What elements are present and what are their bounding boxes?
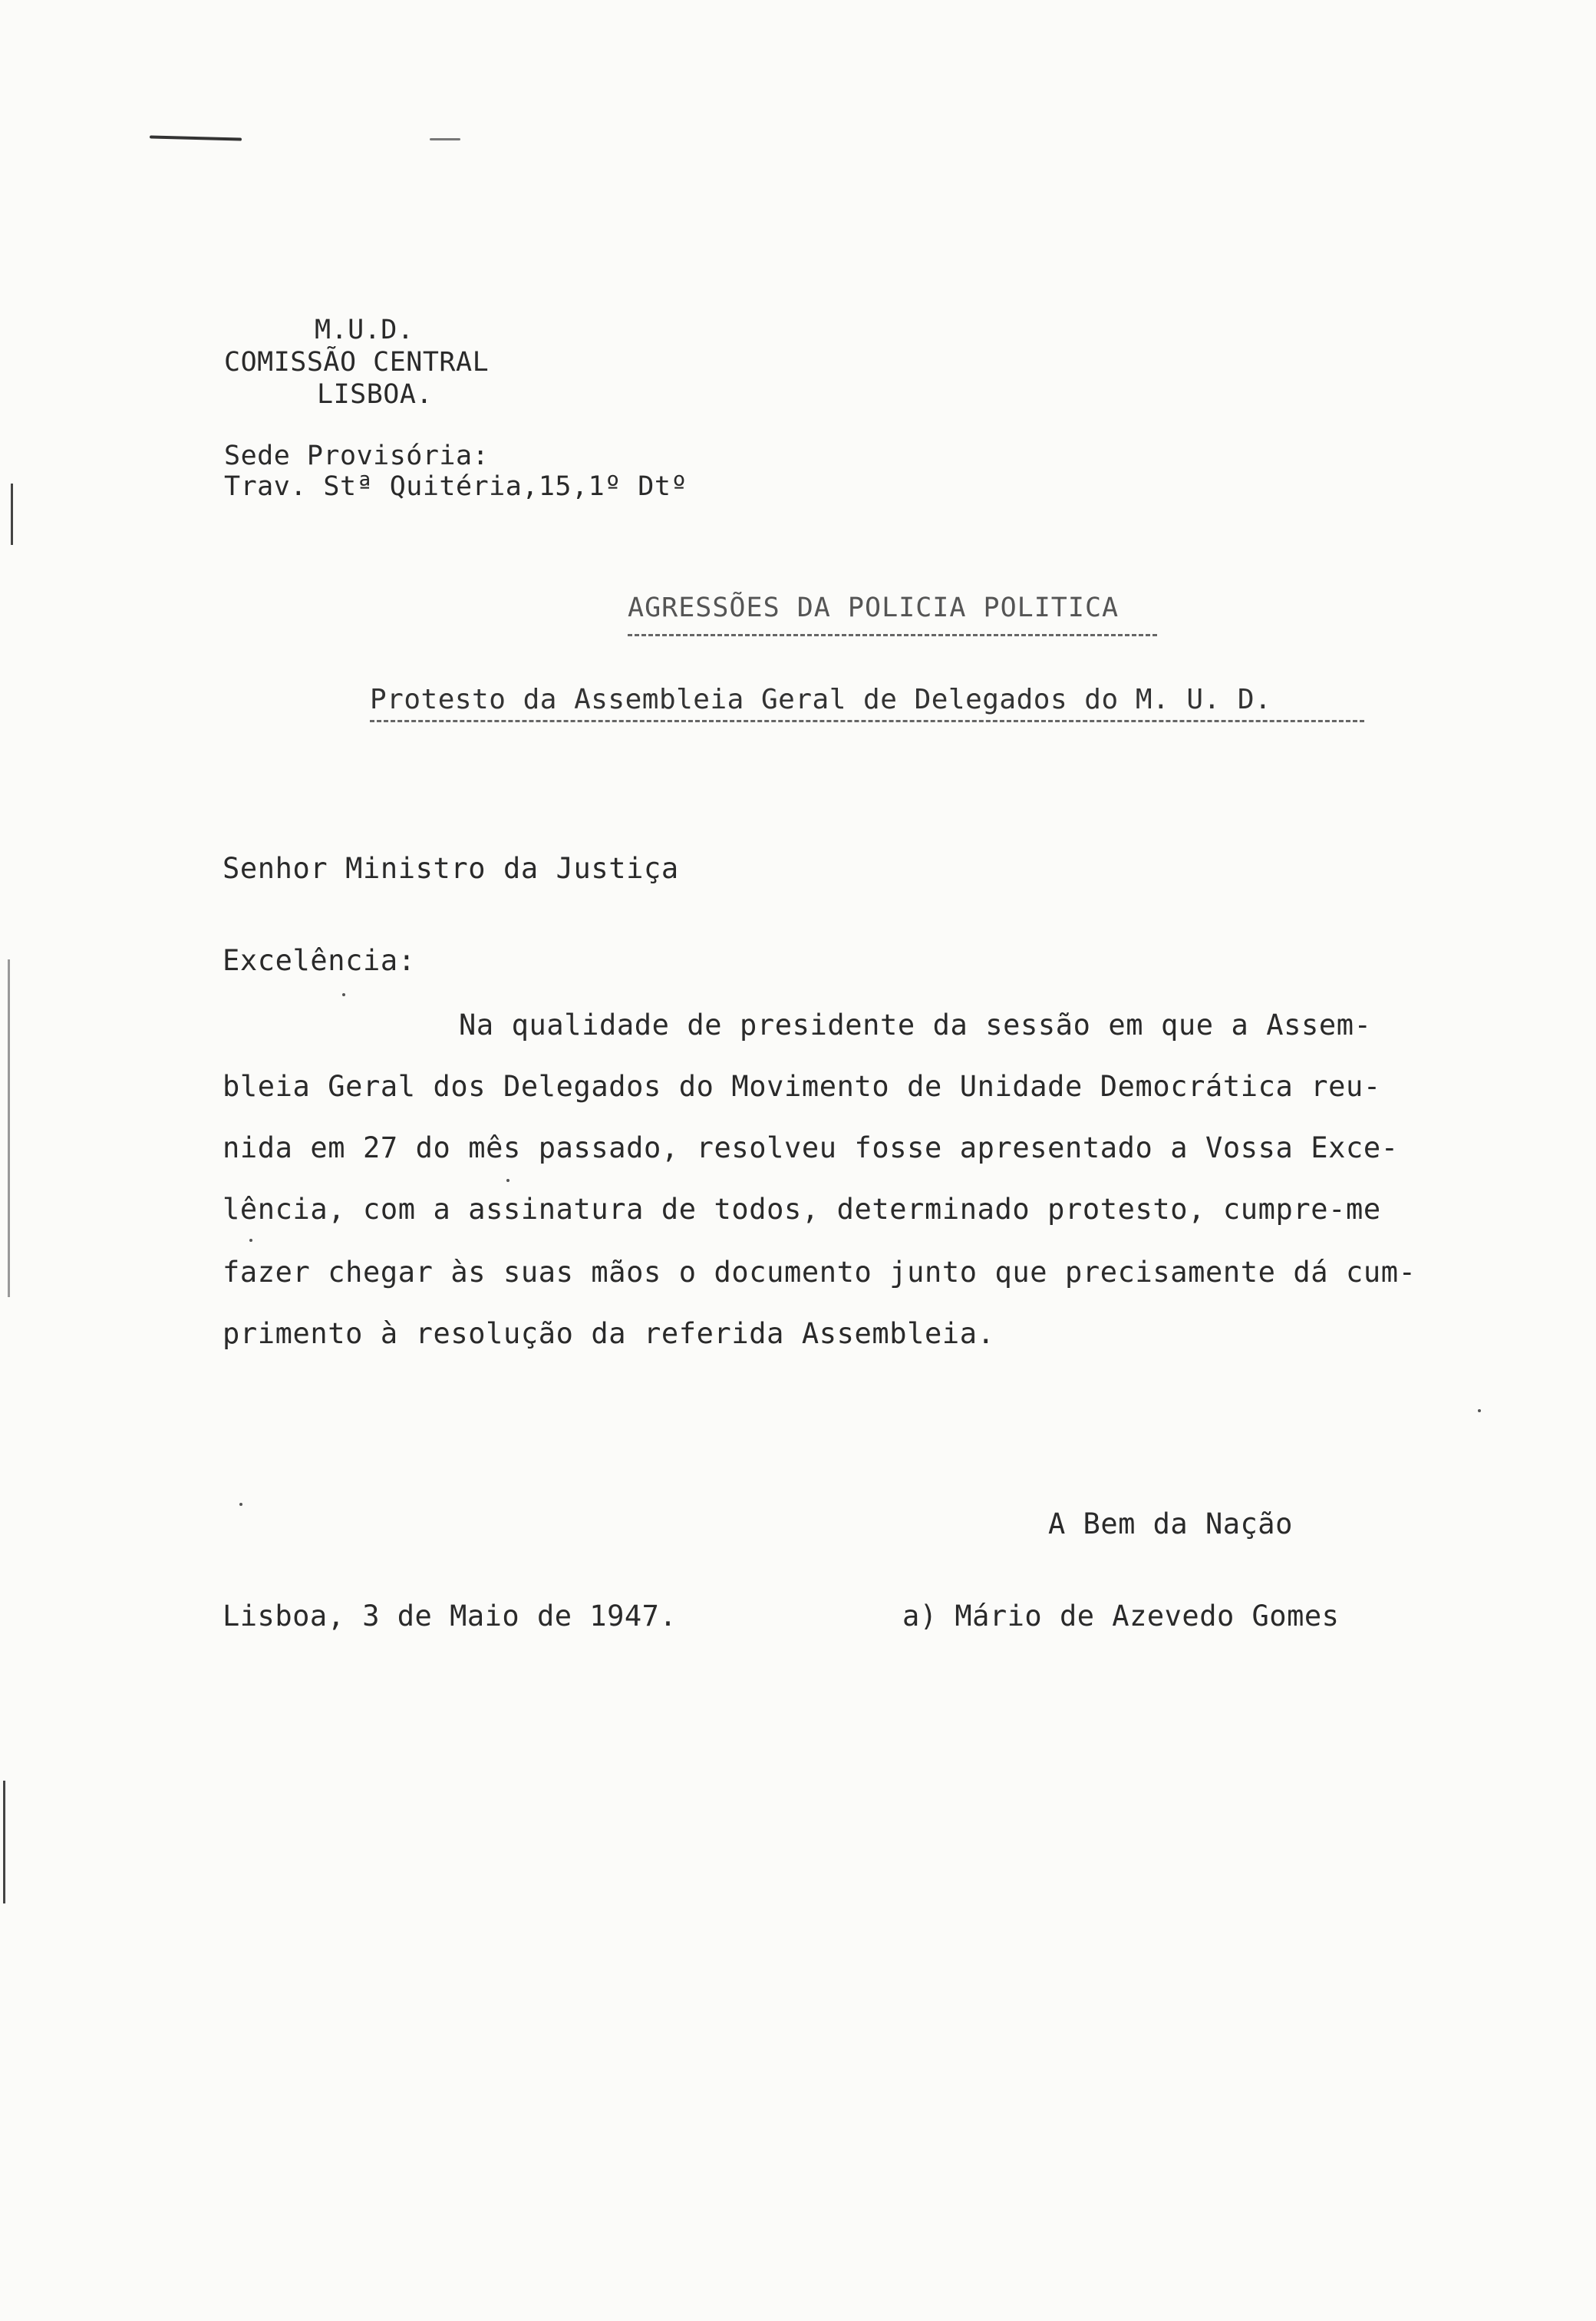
- body-line: nida em 27 do mês passado, resolveu fosse apresentado a Vossa Exce-: [223, 1131, 1399, 1164]
- speck: [506, 1179, 509, 1182]
- edge-mark: [3, 1781, 5, 1903]
- seat-label: Sede Provisória:: [224, 441, 490, 471]
- addressee: Senhor Ministro da Justiça: [223, 852, 679, 885]
- sender-committee: COMISSÃO CENTRAL: [224, 347, 490, 378]
- edge-mark: [8, 959, 10, 1297]
- sender-org: M.U.D.: [315, 315, 414, 345]
- speck: [249, 1239, 252, 1242]
- body-line: lência, com a assinatura de todos, determinado protesto, cumpre-me: [223, 1193, 1381, 1226]
- body-line: Na qualidade de presidente da sessão em que a Assem-: [459, 1009, 1372, 1042]
- title-underline: [628, 634, 1157, 636]
- speck: [239, 1503, 242, 1506]
- sender-address: Trav. Stª Quitéria,15,1º Dtº: [224, 471, 688, 502]
- salutation: Excelência:: [223, 944, 416, 977]
- signature-line: a) Mário de Azevedo Gomes: [902, 1600, 1340, 1633]
- closing-formula: A Bem da Nação: [1048, 1507, 1293, 1540]
- document-subtitle: Protesto da Assembleia Geral de Delegados do M. U. D.: [370, 684, 1272, 715]
- sender-city: LISBOA.: [317, 379, 434, 410]
- speck: [1478, 1409, 1481, 1412]
- speck: [342, 993, 345, 996]
- ink-stroke-mark: [430, 138, 460, 140]
- place-date: Lisboa, 3 de Maio de 1947.: [223, 1600, 678, 1633]
- edge-mark: [11, 484, 13, 545]
- ink-stroke-mark: [150, 135, 242, 140]
- body-line: fazer chegar às suas mãos o documento junto que precisamente dá cum-: [223, 1256, 1416, 1289]
- body-line: bleia Geral dos Delegados do Movimento de Unidade Democrática reu-: [223, 1070, 1381, 1103]
- body-line: primento à resolução da referida Assembleia.: [223, 1317, 995, 1350]
- subtitle-underline: [370, 720, 1364, 722]
- document-title: AGRESSÕES DA POLICIA POLITICA: [628, 593, 1120, 623]
